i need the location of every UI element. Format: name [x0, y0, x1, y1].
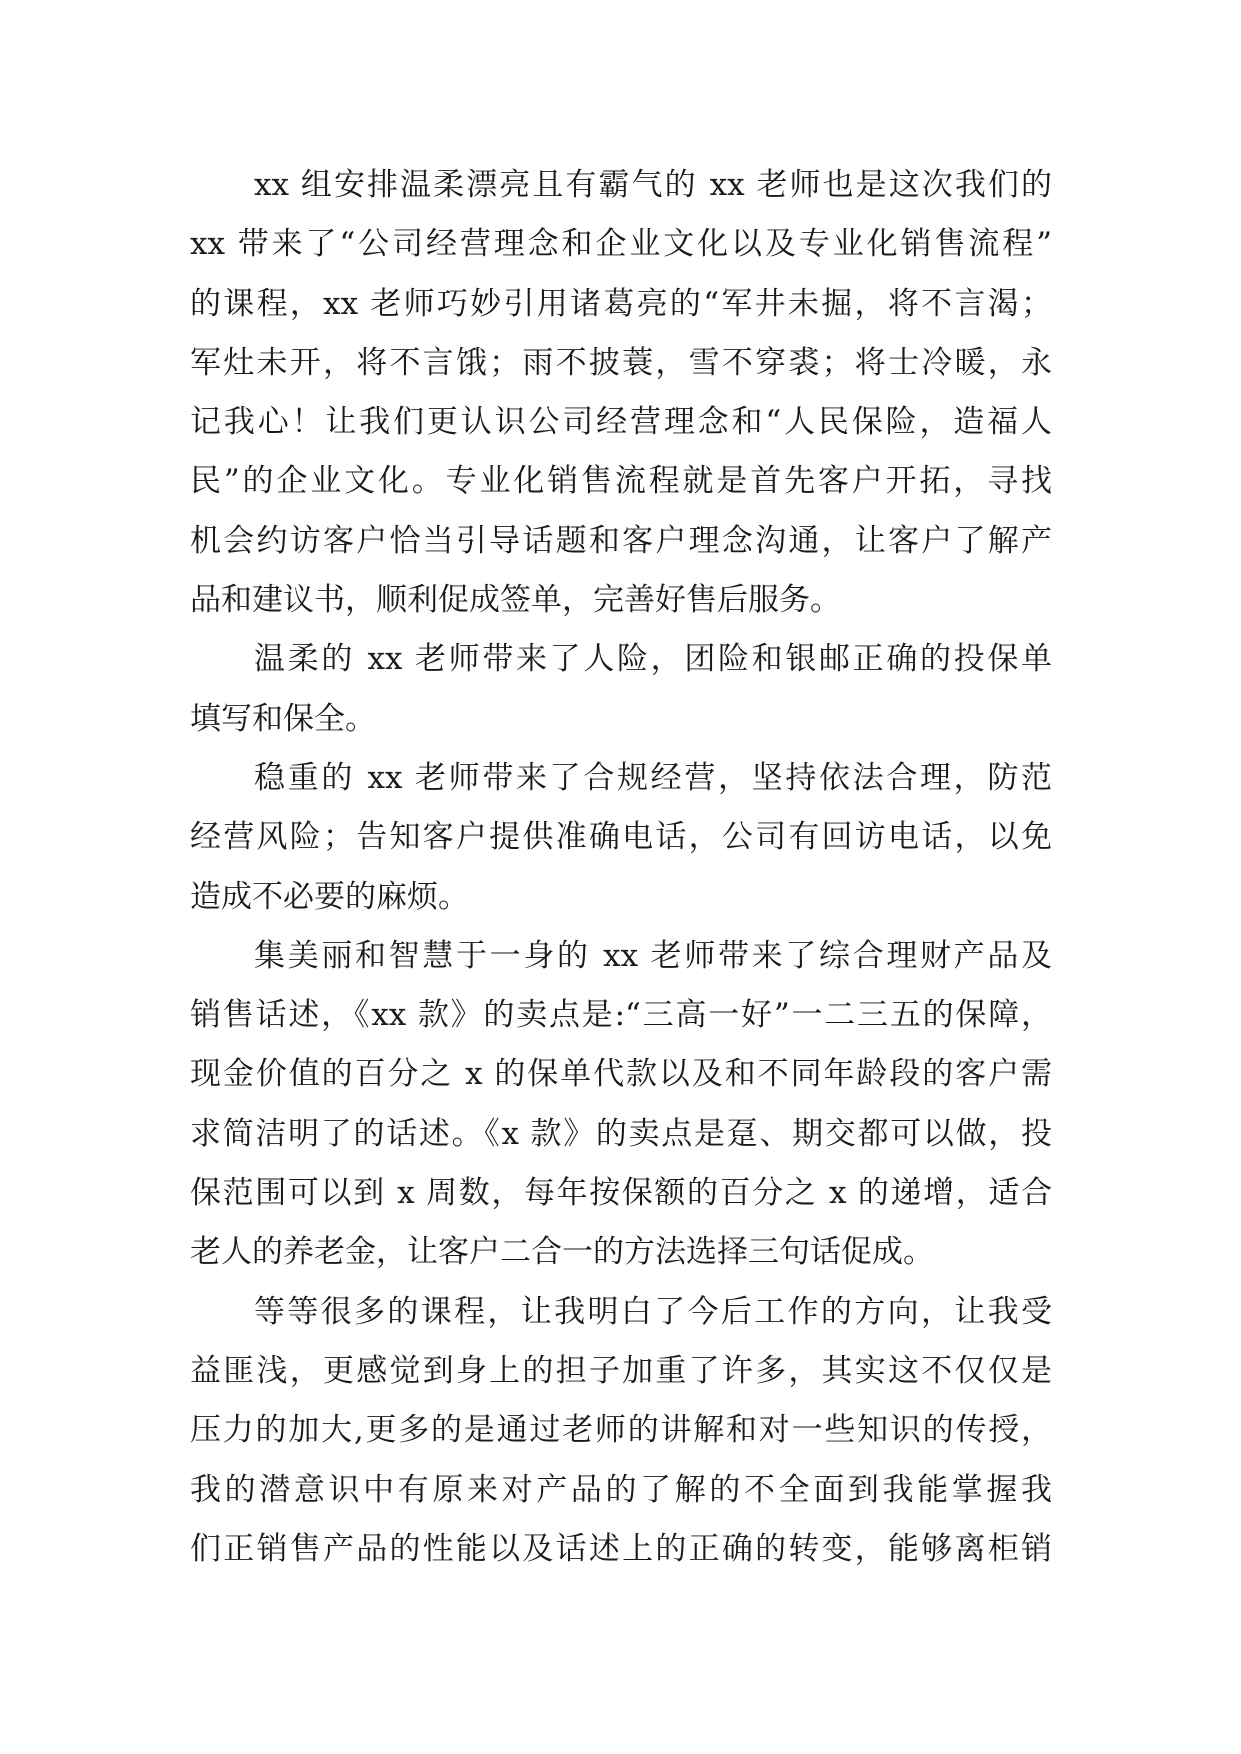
text-line: 销售话述，《xx 款》的卖点是:“三高一好”一二三五的保障，: [190, 997, 1052, 1034]
paragraph: [190, 630, 1052, 749]
text-line: 民”的企业文化。专业化销售流程就是首先客户开拓，寻找: [190, 463, 1052, 500]
text-line: xx 带来了“公司经营理念和企业文化以及专业化销售流程”: [190, 226, 1052, 263]
text-line: 造成不必要的麻烦。: [190, 878, 469, 915]
text-line: 的课程，xx 老师巧妙引用诸葛亮的“军井未掘，将不言渴；: [190, 285, 1052, 322]
paragraph: [190, 749, 1052, 927]
text-line: 益匪浅，更感觉到身上的担子加重了许多，其实这不仅仅是: [190, 1352, 1052, 1389]
text-line: 品和建议书，顺利促成签单，完善好售后服务。: [190, 582, 841, 619]
text-line: 记我心！让我们更认识公司经营理念和“人民保险，造福人: [190, 404, 1052, 441]
text-line: 压力的加大,更多的是通过老师的讲解和对一些知识的传授，: [190, 1412, 1052, 1449]
paragraph: [190, 927, 1052, 1283]
text-line: 老人的养老金，让客户二合一的方法选择三句话促成。: [190, 1234, 934, 1271]
text-line: 机会约访客户恰当引导话题和客户理念沟通，让客户了解产: [190, 522, 1052, 559]
text-line: 等等很多的课程，让我明白了今后工作的方向，让我受: [254, 1293, 1052, 1330]
text-line: 填写和保全。: [190, 700, 376, 737]
paragraph: [190, 156, 1052, 630]
text-line: 军灶未开，将不言饿；雨不披蓑，雪不穿裘；将士冷暖，永: [190, 344, 1052, 381]
text-line: 温柔的 xx 老师带来了人险，团险和银邮正确的投保单: [254, 641, 1052, 678]
text-line: xx 组安排温柔漂亮且有霸气的 xx 老师也是这次我们的: [254, 167, 1052, 203]
text-line: 集美丽和智慧于一身的 xx 老师带来了综合理财产品及: [254, 937, 1052, 974]
text-line: 经营风险；告知客户提供准确电话，公司有回访电话，以免: [190, 819, 1052, 856]
text-line: 现金价值的百分之 x 的保单代款以及和不同年龄段的客户需: [190, 1056, 1052, 1093]
body-text: [190, 156, 1052, 1579]
text-line: 求简洁明了的话述。《x 款》的卖点是趸、期交都可以做，投: [190, 1115, 1052, 1152]
text-line: 们正销售产品的性能以及话述上的正确的转变，能够离柜销: [190, 1530, 1052, 1567]
text-line: 稳重的 xx 老师带来了合规经营，坚持依法合理，防范: [254, 759, 1052, 796]
paragraph: [190, 1283, 1052, 1579]
text-line: 我的潜意识中有原来对产品的了解的不全面到我能掌握我: [190, 1471, 1052, 1508]
text-line: 保范围可以到 x 周数，每年按保额的百分之 x 的递增，适合: [190, 1175, 1052, 1212]
